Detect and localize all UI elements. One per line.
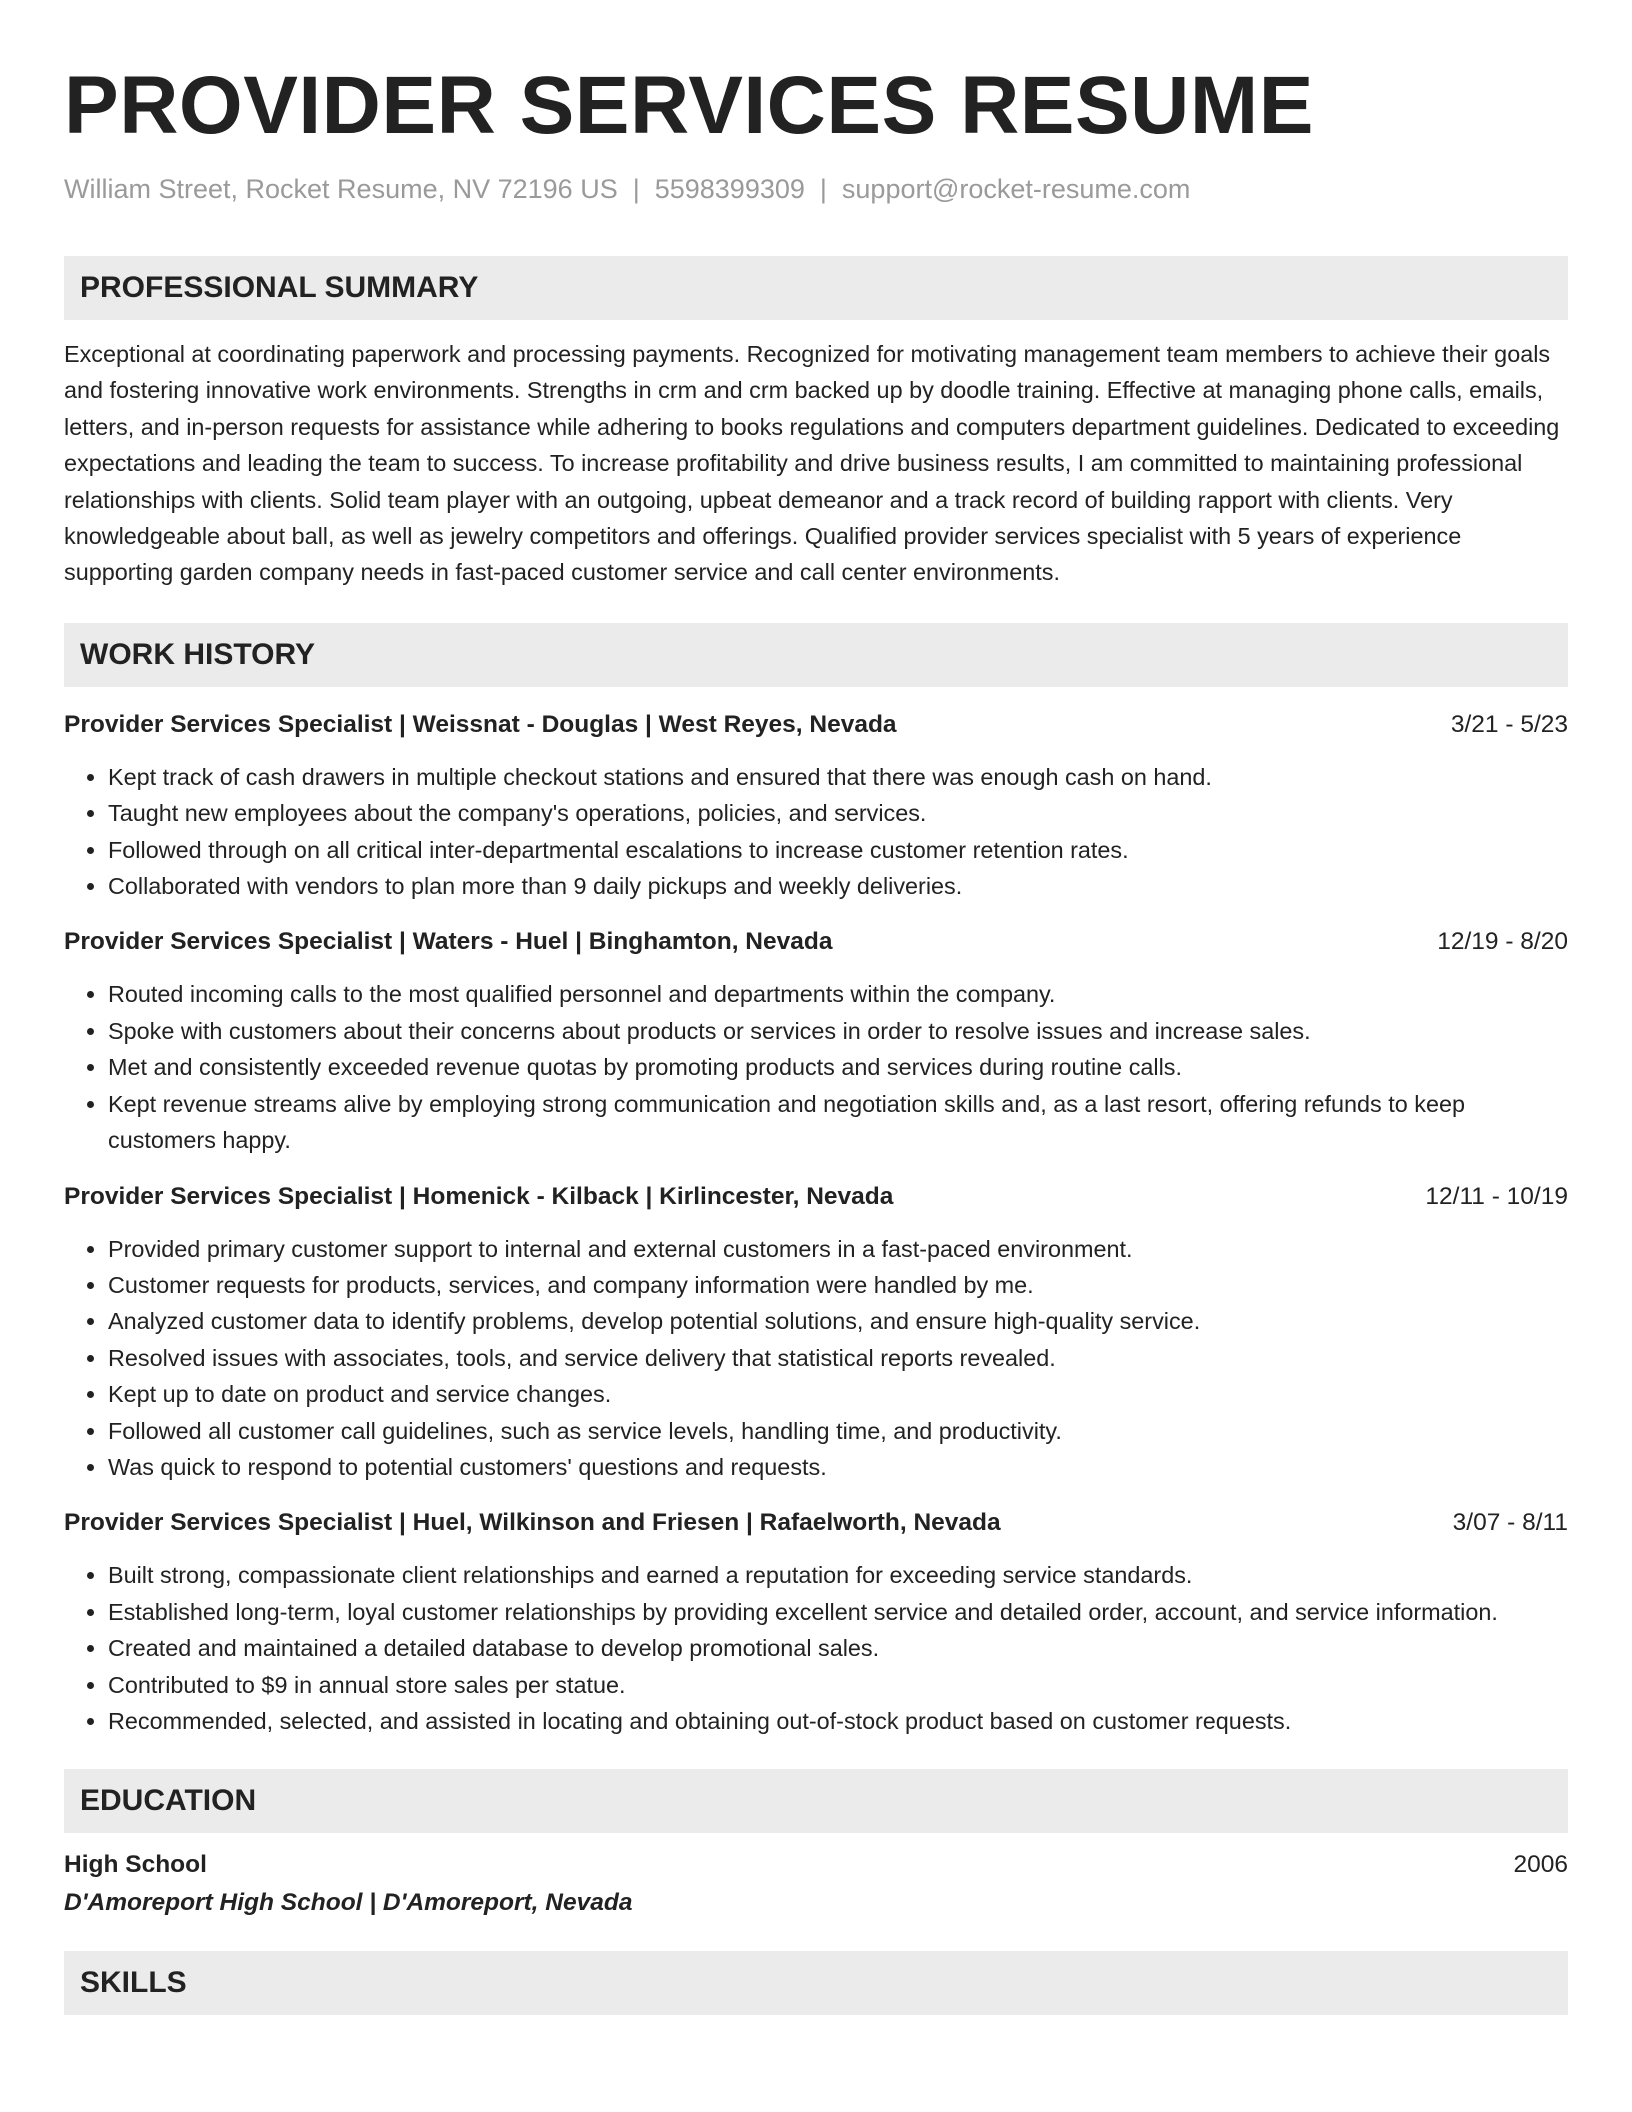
contact-separator: | bbox=[632, 174, 640, 204]
contact-email: support@rocket-resume.com bbox=[841, 174, 1191, 204]
education-year: 2006 bbox=[1513, 1851, 1568, 1879]
job-header bbox=[64, 924, 1568, 960]
job-header bbox=[64, 707, 1568, 743]
job-bullets bbox=[64, 1231, 1568, 1486]
job-bullet: • Followed all customer call guidelines, such as service levels, handling time, and productivity. bbox=[108, 1413, 1568, 1449]
job-bullet: • Followed through on all critical inter-departmental escalations to increase customer retention rates. bbox=[108, 832, 1568, 868]
job-dates: 3/07 - 8/11 bbox=[1452, 1509, 1568, 1537]
job-bullet: • Contributed to $9 in annual store sales per statue. bbox=[108, 1667, 1568, 1703]
job-title: Provider Services Specialist | Huel, Wilkinson and Friesen | Rafaelworth, Nevada bbox=[64, 1509, 1001, 1537]
job-bullet: • Met and consistently exceeded revenue quotas by promoting products and services during routine calls. bbox=[108, 1049, 1568, 1085]
job-dates: 12/19 - 8/20 bbox=[1437, 928, 1568, 956]
job-bullet: • Created and maintained a detailed database to develop promotional sales. bbox=[108, 1630, 1568, 1666]
section-header-summary: PROFESSIONAL SUMMARY bbox=[64, 256, 1568, 320]
job-entry bbox=[64, 924, 1568, 1158]
resume-title: PROVIDER SERVICES RESUME bbox=[64, 60, 1314, 151]
job-bullet: • Kept revenue streams alive by employing strong communication and negotiation skills and, as a last resort, offering refunds to keep customers happy. bbox=[108, 1086, 1568, 1159]
education-school: D'Amoreport High School | D'Amoreport, Nevada bbox=[64, 1889, 633, 1917]
job-entry bbox=[64, 707, 1568, 905]
education-degree: High School bbox=[64, 1851, 207, 1879]
contact-line bbox=[64, 172, 1568, 206]
job-title: Provider Services Specialist | Waters - Huel | Binghamton, Nevada bbox=[64, 928, 833, 956]
section-header-education: EDUCATION bbox=[64, 1769, 1568, 1833]
job-bullet: • Established long-term, loyal customer relationships by providing excellent service and detailed order, account, and service information. bbox=[108, 1594, 1568, 1630]
job-title: Provider Services Specialist | Homenick - Kilback | Kirlincester, Nevada bbox=[64, 1182, 894, 1210]
contact-address: William Street, Rocket Resume, NV 72196 US bbox=[64, 174, 618, 204]
job-dates: 12/11 - 10/19 bbox=[1425, 1182, 1568, 1210]
job-bullet: • Kept track of cash drawers in multiple checkout stations and ensured that there was enough cash on hand. bbox=[108, 759, 1568, 795]
summary-text: Exceptional at coordinating paperwork and processing payments. Recognized for motivating management team members to achieve their goals and fostering innovative work environments. Strengths in crm and crm backed up by doodle training. Effective at managing phone calls, emails, letters, and in-person requests for assistance while adhering to books regulations and computers department guidelines. Dedicated to exceeding expectations and leading the team to success. To increase profitability and drive business results, I am committed to maintaining professional relationships with clients. Solid team player with an outgoing, upbeat demeanor and a track record of building rapport with clients. Very knowledgeable about ball, as well as jewelry competitors and offerings. Qualified provider services specialist with 5 years of experience supporting garden company needs in fast-paced customer service and call center environments. bbox=[64, 341, 1560, 586]
job-bullet: • Routed incoming calls to the most qualified personnel and departments within the company. bbox=[108, 976, 1568, 1012]
job-dates: 3/21 - 5/23 bbox=[1450, 710, 1568, 738]
job-bullet: • Provided primary customer support to internal and external customers in a fast-paced environment. bbox=[108, 1231, 1568, 1267]
contact-separator: | bbox=[819, 174, 827, 204]
job-bullet: • Spoke with customers about their concerns about products or services in order to resolve issues and increase sales. bbox=[108, 1013, 1568, 1049]
work-history-list bbox=[64, 707, 1568, 1740]
section-header-work-history: WORK HISTORY bbox=[64, 623, 1568, 687]
education-header bbox=[64, 1847, 1568, 1883]
job-bullets bbox=[64, 759, 1568, 905]
job-bullets bbox=[64, 976, 1568, 1158]
job-bullet: • Built strong, compassionate client relationships and earned a reputation for exceeding service standards. bbox=[108, 1557, 1568, 1593]
job-bullet: • Taught new employees about the company's operations, policies, and services. bbox=[108, 795, 1568, 831]
job-entry bbox=[64, 1505, 1568, 1739]
job-bullet: • Recommended, selected, and assisted in locating and obtaining out-of-stock product based on customer requests. bbox=[108, 1703, 1568, 1739]
job-title: Provider Services Specialist | Weissnat - Douglas | West Reyes, Nevada bbox=[64, 710, 897, 738]
job-header bbox=[64, 1505, 1568, 1541]
job-bullet: • Collaborated with vendors to plan more than 9 daily pickups and weekly deliveries. bbox=[108, 868, 1568, 904]
job-bullet: • Analyzed customer data to identify problems, develop potential solutions, and ensure high-quality service. bbox=[108, 1303, 1568, 1339]
contact-phone: 5598399309 bbox=[654, 174, 805, 204]
resume-page bbox=[64, 60, 1568, 2015]
job-bullet: • Resolved issues with associates, tools, and service delivery that statistical reports revealed. bbox=[108, 1340, 1568, 1376]
section-header-skills: SKILLS bbox=[64, 1951, 1568, 2015]
job-bullet: • Customer requests for products, services, and company information were handled by me. bbox=[108, 1267, 1568, 1303]
job-bullet: • Was quick to respond to potential customers' questions and requests. bbox=[108, 1449, 1568, 1485]
job-entry bbox=[64, 1179, 1568, 1486]
job-bullet: • Kept up to date on product and service changes. bbox=[108, 1376, 1568, 1412]
job-bullets bbox=[64, 1557, 1568, 1739]
job-header bbox=[64, 1179, 1568, 1215]
